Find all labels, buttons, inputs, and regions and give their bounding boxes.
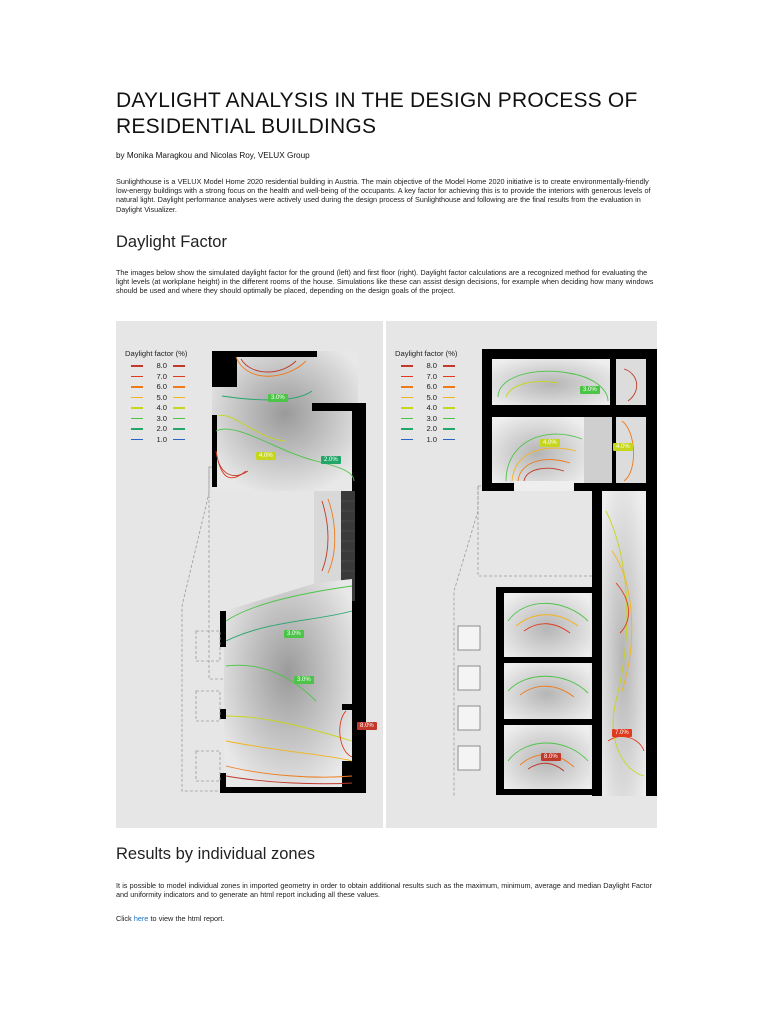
legend-swatch — [401, 418, 413, 420]
intro-paragraph: Sunlighthouse is a VELUX Model Home 2020 residential building in Austria. The main objective of the Model Home 2020 initiative is to create environmentally-friendly low-energy buildings with a strong focus on the health and well-being of the occupants. A key factor for achieving this is to provide the interiors with generous levels of natural light. Daylight performance analyses were actively used during the design process of Sunlighthouse and following are the final results from the evaluation in Daylight Visualizer. — [116, 177, 651, 214]
legend-row — [125, 393, 191, 404]
df-label: 3.0% — [268, 394, 288, 402]
legend-title: Daylight factor (%) — [395, 349, 458, 358]
legend-title: Daylight factor (%) — [125, 349, 188, 358]
legend-swatch — [131, 397, 143, 399]
legend-value: 6.0 — [156, 382, 167, 391]
legend-swatch — [131, 439, 143, 441]
legend-swatch — [401, 439, 413, 441]
df-label: 4.0% — [540, 439, 560, 447]
first-legend — [395, 349, 461, 445]
html-report-link[interactable]: here — [133, 914, 149, 923]
legend-value: 8.0 — [426, 361, 437, 370]
legend-value: 4.0 — [426, 403, 437, 412]
legend-swatch — [131, 428, 143, 430]
legend-value: 5.0 — [156, 392, 167, 402]
legend-row — [395, 393, 461, 404]
df-label: 3.0% — [294, 676, 314, 684]
legend-swatch — [173, 418, 185, 420]
df-label: 2.0% — [321, 456, 341, 464]
page-title: DAYLIGHT ANALYSIS IN THE DESIGN PROCESS OF RESIDENTIAL BUILDINGS — [116, 89, 638, 138]
first-floor-plan — [386, 321, 657, 828]
legend-swatch — [443, 439, 455, 441]
legend-row — [125, 372, 191, 383]
legend-swatch — [443, 386, 455, 388]
legend-swatch — [401, 365, 413, 367]
legend-swatch — [131, 365, 143, 367]
legend-value: 6.0 — [426, 382, 437, 391]
legend-value: 8.0 — [156, 361, 167, 370]
df-label: 3.0% — [580, 386, 600, 394]
legend-swatch — [131, 376, 143, 378]
legend-swatch — [173, 428, 185, 430]
legend-value: 4.0 — [156, 403, 167, 412]
legend-swatch — [173, 397, 185, 399]
legend-row — [125, 424, 191, 435]
legend-swatch — [443, 428, 455, 430]
legend-row — [395, 382, 461, 393]
legend-row — [395, 403, 461, 414]
legend-row — [395, 424, 461, 435]
legend-rows — [395, 361, 461, 445]
zones-paragraph: It is possible to model individual zones in imported geometry in order to obtain additional results such as the maximum, minimum, average and median Daylight Factor and uniformity indicators and to generate an html report including all these values. — [116, 881, 652, 900]
legend-row — [125, 382, 191, 393]
legend-swatch — [131, 418, 143, 420]
section-heading-daylight-factor: Daylight Factor — [116, 233, 227, 251]
click-suffix: to view the html report. — [148, 914, 225, 923]
report-link-line — [116, 914, 656, 923]
legend-swatch — [173, 376, 185, 378]
legend-value: 3.0 — [426, 413, 437, 423]
legend-swatch — [173, 407, 185, 409]
legend-swatch — [443, 407, 455, 409]
legend-row — [395, 372, 461, 383]
df-label: 7.0% — [612, 729, 632, 737]
legend-swatch — [443, 376, 455, 378]
df-label: 8.0% — [357, 722, 377, 730]
legend-value: 7.0 — [156, 371, 167, 381]
legend-row — [125, 403, 191, 414]
legend-value: 1.0 — [156, 434, 167, 444]
df-label: 8.0% — [541, 753, 561, 761]
legend-row — [125, 361, 191, 372]
legend-value: 5.0 — [426, 392, 437, 402]
legend-swatch — [173, 386, 185, 388]
legend-swatch — [173, 439, 185, 441]
legend-value: 3.0 — [156, 413, 167, 423]
legend-swatch — [401, 407, 413, 409]
legend-row — [395, 361, 461, 372]
click-prefix: Click — [116, 914, 134, 923]
df-label: 3.0% — [284, 630, 304, 638]
legend-row — [125, 435, 191, 446]
legend-value: 7.0 — [426, 371, 437, 381]
legend-swatch — [401, 386, 413, 388]
df-label: 4.0% — [613, 443, 633, 451]
legend-swatch — [443, 418, 455, 420]
legend-swatch — [131, 407, 143, 409]
daylight-factor-paragraph: The images below show the simulated daylight factor for the ground (left) and first floor (right). Daylight factor calculations are a recognized method for evaluating the light levels (at workplane height) in the different rooms of the house. Simulations like these can assist design decisions, for example when deciding how many windows should be used and where they should optimally be placed, depending on the design goals of the project. — [116, 268, 654, 296]
ground-legend — [125, 349, 191, 445]
legend-swatch — [443, 365, 455, 367]
legend-swatch — [401, 397, 413, 399]
legend-swatch — [173, 365, 185, 367]
daylight-factor-figure — [116, 321, 657, 828]
legend-value: 2.0 — [426, 424, 437, 433]
legend-rows — [125, 361, 191, 445]
legend-row — [395, 435, 461, 446]
legend-swatch — [401, 428, 413, 430]
legend-swatch — [401, 376, 413, 378]
section-heading-results-by-zones: Results by individual zones — [116, 845, 316, 863]
legend-row — [395, 414, 461, 425]
legend-swatch — [443, 397, 455, 399]
byline: by Monika Maragkou and Nicolas Roy, VELUX Group — [116, 151, 310, 160]
df-label: 4.0% — [256, 452, 276, 460]
legend-row — [125, 414, 191, 425]
legend-swatch — [131, 386, 143, 388]
legend-value: 1.0 — [426, 434, 437, 444]
ground-floor-plan — [116, 321, 383, 828]
legend-value: 2.0 — [156, 424, 167, 433]
